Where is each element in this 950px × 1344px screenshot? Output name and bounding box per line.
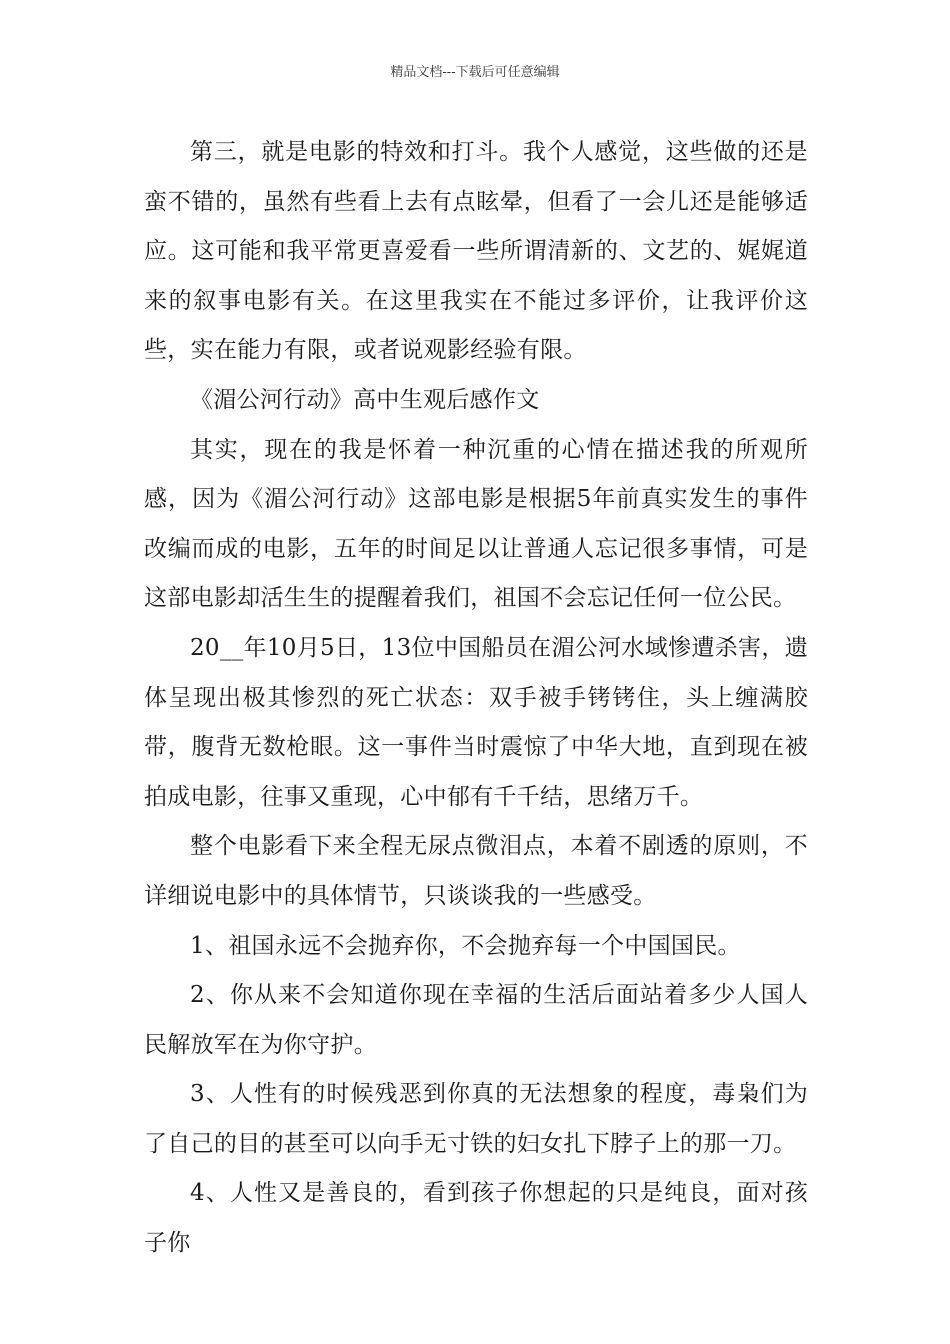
list-item-4: 4、人性又是善良的，看到孩子你想起的只是纯良，面对孩子你 — [144, 1180, 808, 1257]
list-item-2: 2、你从来不会知道你现在幸福的生活后面站着多少人国人民解放军在为你守护。 — [144, 982, 808, 1058]
list-item-1: 1、祖国永远不会抛弃你，不会抛弃每一个中国国民。 — [190, 932, 741, 959]
paragraph-event: 20__年10月5日，13位中国船员在湄公河水域惨遭杀害，遗体呈现出极其惨烈的死亡状态：双手被手铐铐住，头上缠满胶带，腹背无数枪眼。这一事件当时震惊了中华大地，直到现在被拍成电影，往事又重现，心中郁有千千结，思绪万千。 — [144, 634, 808, 810]
essay-title: 《湄公河行动》高中生观后感作文 — [190, 386, 540, 413]
page-header: 精品文档---下载后可任意编辑 — [390, 65, 560, 80]
paragraph-intro: 其实，现在的我是怀着一种沉重的心情在描述我的所观所感，因为《湄公河行动》这部电影是根据5年前真实发生的事件改编而成的电影，五年的时间足以让普通人忘记很多事情，可是这部电影却活生生的提醒着我们，祖国不会忘记任何一位公民。 — [144, 436, 808, 612]
document-body — [144, 128, 808, 1269]
list-item-3: 3、人性有的时候残恶到你真的无法想象的程度，毒枭们为了自己的目的甚至可以向手无寸铁的妇女扎下脖子上的那一刀。 — [144, 1081, 808, 1157]
paragraph-overview: 整个电影看下来全程无尿点微泪点，本着不剧透的原则，不详细说电影中的具体情节，只谈谈我的一些感受。 — [144, 833, 808, 909]
paragraph-special-effects: 第三，就是电影的特效和打斗。我个人感觉，这些做的还是蛮不错的，虽然有些看上去有点眩晕，但看了一会儿还是能够适应。这可能和我平常更喜爱看一些所谓清新的、文艺的、娓娓道来的叙事电影有关。在这里我实在不能过多评价，让我评价这些，实在能力有限，或者说观影经验有限。 — [144, 139, 808, 364]
